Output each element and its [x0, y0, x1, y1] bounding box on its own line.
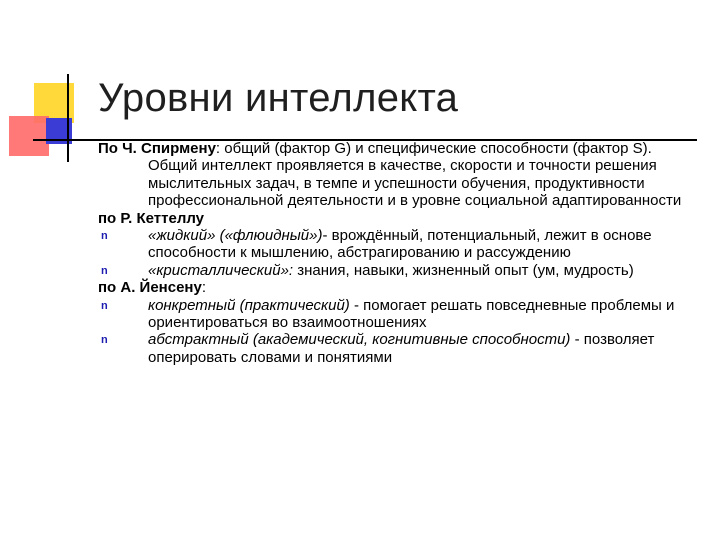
abstract-text: - позволяет оперировать словами и понятиями [148, 331, 655, 366]
abstract-term: абстрактный (академический, когнитивные способности) [148, 331, 571, 349]
cattell-bullet-fluid [98, 227, 698, 262]
cattell-bullet-crystal [98, 262, 698, 279]
fluid-text: - врождённый, потенциальный, лежит в основе способности к мышлению, абстрагированию и рассуждению [148, 227, 652, 262]
bullet-icon: n [101, 264, 108, 277]
jensen-heading [98, 279, 698, 296]
concrete-term: конкретный (практический) [148, 296, 350, 314]
spearman-paragraph [98, 140, 698, 210]
jensen-colon: : [201, 279, 206, 297]
concrete-text: - помогает решать повседневные проблемы и ориентироваться во взаимоотношениях [148, 296, 675, 332]
jensen-bullet-abstract [98, 331, 698, 366]
crystal-text: знания, навыки, жизненный опыт (ум, мудрость) [293, 261, 634, 279]
bullet-icon: n [101, 230, 108, 243]
jensen-bullet-concrete [98, 297, 698, 332]
bullet-icon: n [101, 334, 108, 347]
slide-body [98, 140, 698, 366]
decor-red-square [9, 116, 49, 156]
jensen-lead: по А. Йенсену [98, 279, 202, 297]
cattell-heading: по Р. Кеттеллу [98, 209, 205, 227]
slide-title: Уровни интеллекта [98, 76, 459, 120]
spearman-lead: По Ч. Спирмену [98, 140, 216, 157]
fluid-term: «жидкий» («флюидный») [148, 227, 323, 245]
crystal-term: «кристаллический»: [148, 261, 294, 279]
bullet-icon: n [101, 299, 108, 312]
decor-vertical-line [67, 74, 69, 162]
spearman-text: : общий (фактор G) и специфические способности (фактор S). Общий интеллект проявляется в качестве, скорости и точности решения мыслительных задач, в темпе и успешности обучения, продуктивности профессиональной деятельности и в уровне социальной адаптированности [148, 140, 682, 210]
